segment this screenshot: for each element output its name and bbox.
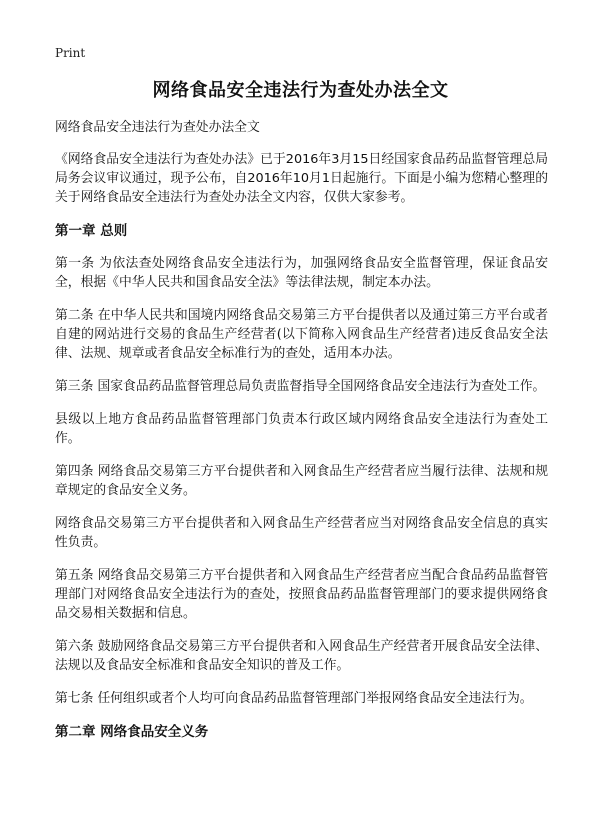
document-body (55, 118, 548, 755)
article-paragraph: 网络食品交易第三方平台提供者和入网食品生产经营者应当对网络食品安全信息的真实性负责。 (55, 516, 548, 550)
document-subtitle: 网络食品安全违法行为查处办法全文 (55, 120, 260, 135)
document-title: 网络食品安全违法行为查处办法全文 (152, 80, 449, 101)
article-paragraph: 第六条 鼓励网络食品交易第三方平台提供者和入网食品生产经营者开展食品安全法律、法规以及食品安全标准和食品安全知识的普及工作。 (55, 639, 548, 673)
article-paragraph: 第一条 为依法查处网络食品安全违法行为，加强网络食品安全监督管理，保证食品安全，根据《中华人民共和国食品安全法》等法律法规，制定本办法。 (55, 256, 548, 290)
article-paragraph: 第三条 国家食品药品监督管理总局负责监督指导全国网络食品安全违法行为查处工作。 (55, 379, 546, 394)
chapter-heading: 第一章 总则 (55, 223, 128, 239)
chapter-heading: 第二章 网络食品安全义务 (55, 724, 209, 740)
article-paragraph: 第七条 任何组织或者个人均可向食品药品监督管理部门举报网络食品安全违法行为。 (55, 691, 533, 706)
intro-paragraph: 《网络食品安全违法行为查处办法》已于2016年3月15日经国家食品药品监督管理总局局务会议审议通过，现予公布，自2016年10月1日起施行。下面是小编为您精心整理的关于网络食品安全违法行为查处办法全文内容，仅供大家参考。 (55, 152, 548, 205)
article-paragraph: 第五条 网络食品交易第三方平台提供者和入网食品生产经营者应当配合食品药品监督管理部门对网络食品安全违法行为的查处，按照食品药品监督管理部门的要求提供网络食品交易相关数据和信息。 (55, 568, 548, 621)
article-paragraph: 县级以上地方食品药品监督管理部门负责本行政区域内网络食品安全违法行为查处工作。 (55, 412, 548, 446)
article-paragraph: 第二条 在中华人民共和国境内网络食品交易第三方平台提供者以及通过第三方平台或者自建的网站进行交易的食品生产经营者(以下简称入网食品生产经营者)违反食品安全法律、法规、规章或者食品安全标准行为的查处，适用本办法。 (55, 308, 548, 361)
print-link[interactable]: Print (55, 46, 86, 60)
article-paragraph: 第四条 网络食品交易第三方平台提供者和入网食品生产经营者应当履行法律、法规和规章规定的食品安全义务。 (55, 464, 548, 498)
